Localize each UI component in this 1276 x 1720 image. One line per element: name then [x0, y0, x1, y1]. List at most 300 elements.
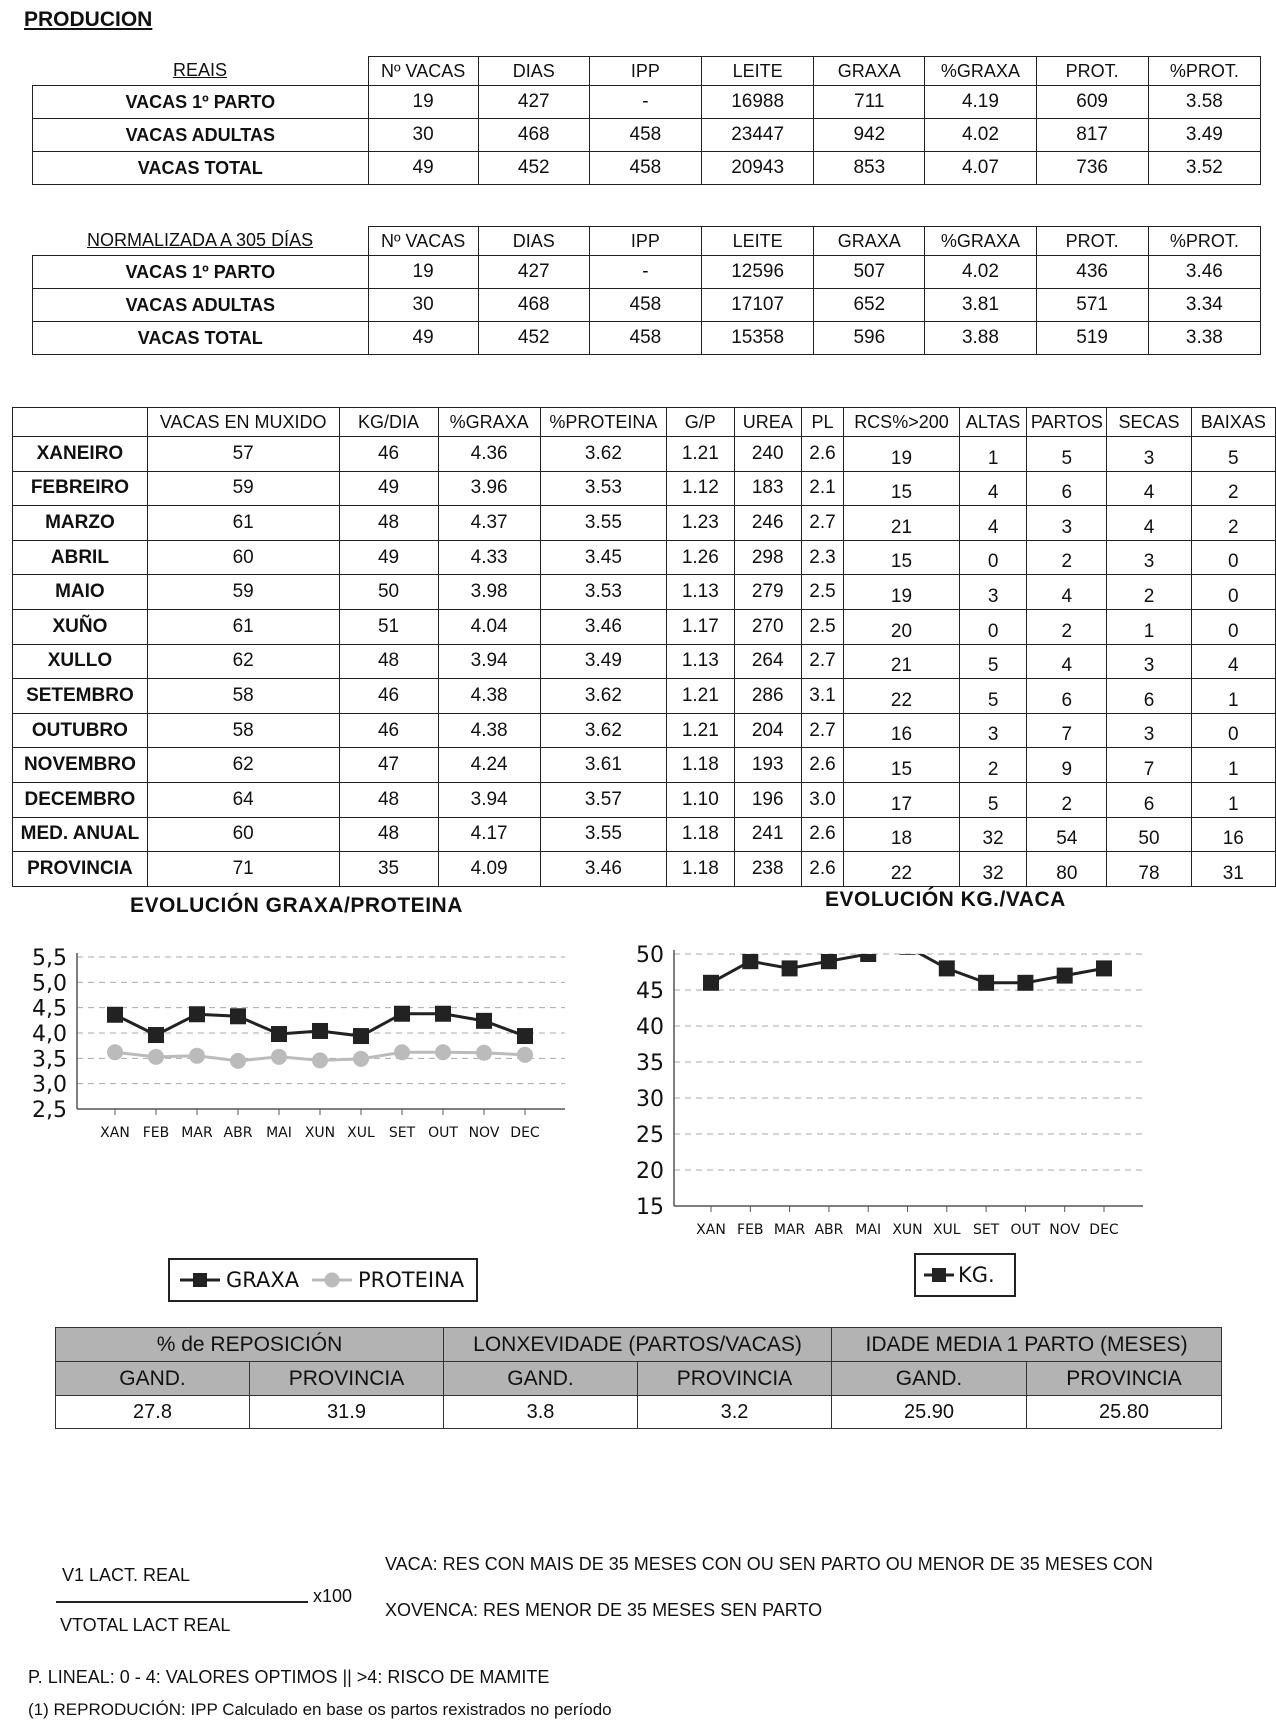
month-label: FEBREIRO	[13, 471, 148, 506]
data-point	[978, 975, 994, 991]
col-header: SECAS	[1107, 408, 1191, 437]
cell: 458	[589, 322, 701, 355]
cell: 204	[734, 713, 801, 748]
y-tick-label: 4,5	[32, 996, 67, 1022]
cell: 1.18	[667, 748, 734, 783]
row-label: VACAS ADULTAS	[33, 289, 369, 322]
cell: 50	[1107, 817, 1191, 852]
cell: 48	[339, 782, 438, 817]
cell: 21	[844, 506, 960, 541]
cell: 5	[1027, 437, 1107, 472]
cell: 51	[339, 609, 438, 644]
cell: 4.38	[438, 713, 540, 748]
month-label: ABRIL	[13, 540, 148, 575]
cell: 298	[734, 540, 801, 575]
data-point	[1057, 968, 1073, 984]
cell: 18	[844, 817, 960, 852]
cell: 1.10	[667, 782, 734, 817]
cell: 0	[1191, 575, 1275, 610]
cell: 1.21	[667, 679, 734, 714]
summary-value: 25.90	[832, 1396, 1027, 1429]
cell: 49	[339, 471, 438, 506]
table-row	[13, 713, 1276, 748]
col-header: PROT.	[1036, 227, 1148, 256]
cell: 4.33	[438, 540, 540, 575]
cell: 6	[1027, 679, 1107, 714]
cell: 3.46	[540, 852, 666, 887]
y-tick-label: 35	[636, 1051, 664, 1076]
cell: 46	[339, 437, 438, 472]
cell: 652	[814, 289, 925, 322]
graxa-proteina-chart	[0, 920, 640, 1240]
cell: 0	[959, 609, 1026, 644]
cell: 21	[844, 644, 960, 679]
cell: 1.17	[667, 609, 734, 644]
table-row	[33, 86, 1261, 119]
cell: 3.55	[540, 817, 666, 852]
summary-subheader: PROVINCIA	[1027, 1362, 1222, 1396]
cell: 2.7	[801, 644, 843, 679]
x-tick-label: DEC	[510, 1125, 540, 1141]
cell: 78	[1107, 852, 1191, 887]
cell: 2	[959, 748, 1026, 783]
cell: 519	[1036, 322, 1148, 355]
cell: -	[589, 86, 701, 119]
data-point	[394, 1044, 410, 1060]
cell: 4.37	[438, 506, 540, 541]
cell: 16	[844, 713, 960, 748]
x-tick-label: ABR	[814, 1222, 844, 1238]
data-point	[703, 975, 719, 991]
y-tick-label: 4,0	[32, 1022, 67, 1047]
page-title: PRODUCION	[24, 8, 153, 31]
table-row	[33, 119, 1261, 152]
cell: 2	[1027, 540, 1107, 575]
cell: 19	[368, 256, 478, 289]
summary-subheader: PROVINCIA	[250, 1362, 444, 1396]
row-label: VACAS ADULTAS	[33, 119, 369, 152]
cell: 2	[1191, 471, 1275, 506]
reais-title: REAIS	[33, 57, 369, 86]
y-tick-label: 25	[636, 1123, 664, 1148]
summary-table	[55, 1327, 1222, 1429]
cell: 1.12	[667, 471, 734, 506]
cell: 15	[844, 748, 960, 783]
cell: 3.98	[438, 575, 540, 610]
cell: 16988	[702, 86, 814, 119]
col-header: %GRAXA	[925, 57, 1036, 86]
cell: 15	[844, 540, 960, 575]
col-header: ALTAS	[959, 408, 1026, 437]
cell: 61	[147, 506, 339, 541]
cell: 19	[368, 86, 478, 119]
data-point	[230, 1008, 246, 1024]
formula-fraction-line	[56, 1601, 308, 1603]
cell: 1	[1191, 748, 1275, 783]
x-tick-label: SET	[972, 1222, 1000, 1238]
col-header: DIAS	[478, 227, 589, 256]
cell: 1	[1191, 782, 1275, 817]
cell: 61	[147, 609, 339, 644]
graxa-legend-marker	[180, 1269, 220, 1291]
cell: 2.5	[801, 609, 843, 644]
col-header: VACAS EN MUXIDO	[147, 408, 339, 437]
month-label: MED. ANUAL	[13, 817, 148, 852]
cell: 4	[1191, 644, 1275, 679]
cell: 3.46	[1148, 256, 1260, 289]
col-header: %PROT.	[1148, 227, 1260, 256]
cell: 19	[844, 575, 960, 610]
table-row	[13, 748, 1276, 783]
month-label: SETEMBRO	[13, 679, 148, 714]
data-point	[939, 960, 955, 976]
cell: 2.6	[801, 748, 843, 783]
col-header: LEITE	[702, 57, 814, 86]
data-point	[271, 1026, 287, 1042]
summary-value: 3.8	[444, 1396, 638, 1429]
cell: 20	[844, 609, 960, 644]
cell: 596	[814, 322, 925, 355]
cell: 31	[1191, 852, 1275, 887]
cell: 1.13	[667, 575, 734, 610]
x-tick-label: XUN	[892, 1222, 923, 1238]
summary-subheader: GAND.	[444, 1362, 638, 1396]
col-header: Nº VACAS	[368, 227, 478, 256]
cell: 32	[959, 817, 1026, 852]
x-tick-label: XUN	[304, 1125, 336, 1141]
data-point	[107, 1044, 123, 1060]
data-point	[107, 1007, 123, 1023]
summary-group-header: IDADE MEDIA 1 PARTO (MESES)	[832, 1328, 1222, 1362]
cell: 1.21	[667, 713, 734, 748]
cell: 3.57	[540, 782, 666, 817]
chart-graxa-title: EVOLUCIÓN GRAXA/PROTEINA	[130, 894, 463, 917]
data-point	[517, 1028, 533, 1044]
cell: 1	[1191, 679, 1275, 714]
y-tick-label: 2,5	[32, 1098, 67, 1123]
table-row	[13, 644, 1276, 679]
cell: 3.96	[438, 471, 540, 506]
cell: 1.21	[667, 437, 734, 472]
cell: 19	[844, 437, 960, 472]
cell: 62	[147, 644, 339, 679]
cell: 7	[1027, 713, 1107, 748]
cell: 264	[734, 644, 801, 679]
cell: 2	[1107, 575, 1191, 610]
cell: 452	[478, 322, 589, 355]
cell: 3.46	[540, 609, 666, 644]
table-row	[13, 679, 1276, 714]
cell: 3	[1107, 644, 1191, 679]
y-tick-label: 3,0	[32, 1072, 67, 1098]
lineal-note: P. LINEAL: 0 - 4: VALORES OPTIMOS || >4: RISCO DE MAMITE	[28, 1667, 550, 1687]
cell: 1.23	[667, 506, 734, 541]
cell: 80	[1027, 852, 1107, 887]
cell: 279	[734, 575, 801, 610]
cell: 16	[1191, 817, 1275, 852]
cell: 3.81	[925, 289, 1036, 322]
cell: 17107	[702, 289, 814, 322]
chart-kg-title: EVOLUCIÓN KG./VACA	[825, 888, 1066, 911]
reais-table	[32, 56, 1261, 185]
x-tick-label: XAN	[100, 1125, 130, 1141]
summary-subheader: GAND.	[56, 1362, 250, 1396]
month-label: PROVINCIA	[13, 852, 148, 887]
cell: 32	[959, 852, 1026, 887]
proteina-legend-marker	[312, 1269, 352, 1291]
cell: 58	[147, 679, 339, 714]
cell: 4	[1027, 575, 1107, 610]
cell: 1.18	[667, 817, 734, 852]
cell: 71	[147, 852, 339, 887]
cell: 1.26	[667, 540, 734, 575]
cell: 30	[368, 289, 478, 322]
normalizada-title: NORMALIZADA A 305 DÍAS	[33, 227, 369, 256]
month-label: NOVEMBRO	[13, 748, 148, 783]
data-point	[1096, 960, 1112, 976]
data-point	[821, 953, 837, 969]
cell: 853	[814, 152, 925, 185]
data-point	[271, 1049, 287, 1065]
data-point	[312, 1052, 328, 1068]
monthly-table	[12, 407, 1276, 887]
cell: 4	[1107, 506, 1191, 541]
x-tick-label: FEB	[142, 1125, 170, 1141]
cell: 3	[1027, 506, 1107, 541]
cell: 58	[147, 713, 339, 748]
y-tick-label: 45	[636, 979, 664, 1004]
col-header: BAIXAS	[1191, 408, 1275, 437]
cell: 30	[368, 119, 478, 152]
cell: 3.55	[540, 506, 666, 541]
plot-area	[107, 1006, 533, 1069]
cell: 3.49	[540, 644, 666, 679]
cell: -	[589, 256, 701, 289]
data-point	[860, 946, 876, 962]
cell: 59	[147, 575, 339, 610]
cell: 15358	[702, 322, 814, 355]
col-header: KG/DIA	[339, 408, 438, 437]
x-tick-label: NOV	[468, 1125, 500, 1141]
cell: 3.62	[540, 437, 666, 472]
col-header: RCS%>200	[844, 408, 960, 437]
normalizada-table	[32, 226, 1261, 355]
cell: 4.24	[438, 748, 540, 783]
cell: 2.7	[801, 713, 843, 748]
month-label: OUTUBRO	[13, 713, 148, 748]
col-header: Nº VACAS	[368, 57, 478, 86]
cell: 17	[844, 782, 960, 817]
cell: 458	[589, 119, 701, 152]
x-tick-label: DEC	[1089, 1222, 1119, 1238]
cell: 60	[147, 540, 339, 575]
cell: 3.58	[1148, 86, 1260, 119]
cell: 3.88	[925, 322, 1036, 355]
cell: 3.34	[1148, 289, 1260, 322]
col-header: %PROT.	[1148, 57, 1260, 86]
table-row	[13, 852, 1276, 887]
data-point	[476, 1013, 492, 1029]
cell: 427	[478, 86, 589, 119]
corner-cell	[13, 408, 148, 437]
table-row	[13, 575, 1276, 610]
cell: 3.94	[438, 782, 540, 817]
cell: 507	[814, 256, 925, 289]
cell: 3.61	[540, 748, 666, 783]
x-tick-label: XUL	[347, 1125, 375, 1141]
cell: 3.94	[438, 644, 540, 679]
cell: 0	[1191, 540, 1275, 575]
x-tick-label: OUT	[428, 1125, 458, 1141]
legend-label-graxa: GRAXA	[226, 1268, 300, 1292]
cell: 4.38	[438, 679, 540, 714]
cell: 57	[147, 437, 339, 472]
summary-subheader: PROVINCIA	[638, 1362, 832, 1396]
cell: 2.3	[801, 540, 843, 575]
data-point	[189, 1048, 205, 1064]
cell: 35	[339, 852, 438, 887]
data-point	[189, 1006, 205, 1022]
cell: 817	[1036, 119, 1148, 152]
cell: 46	[339, 713, 438, 748]
col-header: %GRAXA	[925, 227, 1036, 256]
cell: 3	[1107, 540, 1191, 575]
cell: 46	[339, 679, 438, 714]
month-label: MARZO	[13, 506, 148, 541]
cell: 4.17	[438, 817, 540, 852]
cell: 5	[1191, 437, 1275, 472]
table-row	[13, 782, 1276, 817]
col-header: PL	[801, 408, 843, 437]
cell: 6	[1107, 782, 1191, 817]
row-label: VACAS TOTAL	[33, 152, 369, 185]
cell: 1	[1107, 609, 1191, 644]
cell: 286	[734, 679, 801, 714]
summary-value: 3.2	[638, 1396, 832, 1429]
col-header: IPP	[589, 227, 701, 256]
table-row	[33, 256, 1261, 289]
month-label: XULLO	[13, 644, 148, 679]
cell: 3.62	[540, 679, 666, 714]
cell: 3.49	[1148, 119, 1260, 152]
cell: 59	[147, 471, 339, 506]
table-row	[13, 817, 1276, 852]
cell: 50	[339, 575, 438, 610]
cell: 458	[589, 152, 701, 185]
legend-label-kg: KG.	[958, 1263, 995, 1287]
cell: 60	[147, 817, 339, 852]
cell: 3.52	[1148, 152, 1260, 185]
x-tick-label: XAN	[696, 1222, 726, 1238]
x-tick-label: MAR	[773, 1222, 806, 1238]
data-point	[900, 939, 916, 955]
cell: 468	[478, 119, 589, 152]
cell: 1.13	[667, 644, 734, 679]
cell: 1	[959, 437, 1026, 472]
cell: 4.04	[438, 609, 540, 644]
cell: 3	[959, 713, 1026, 748]
cell: 196	[734, 782, 801, 817]
data-point	[1017, 975, 1033, 991]
y-tick-label: 30	[636, 1087, 664, 1112]
data-point	[742, 953, 758, 969]
xovenca-definition: XOVENCA: RES MENOR DE 35 MESES SEN PARTO	[385, 1600, 823, 1620]
cell: 711	[814, 86, 925, 119]
col-header: DIAS	[478, 57, 589, 86]
cell: 0	[1191, 713, 1275, 748]
cell: 4	[1027, 644, 1107, 679]
cell: 427	[478, 256, 589, 289]
y-tick-label: 3,5	[32, 1047, 67, 1073]
cell: 3	[1107, 437, 1191, 472]
cell: 4.02	[925, 119, 1036, 152]
col-header: IPP	[589, 57, 701, 86]
month-label: XANEIRO	[13, 437, 148, 472]
row-label: VACAS 1º PARTO	[33, 256, 369, 289]
col-header: PROT.	[1036, 57, 1148, 86]
cell: 4.19	[925, 86, 1036, 119]
cell: 458	[589, 289, 701, 322]
cell: 48	[339, 817, 438, 852]
formula-multiplier: x100	[313, 1586, 353, 1606]
table-row	[33, 322, 1261, 355]
cell: 4	[959, 471, 1026, 506]
data-point	[394, 1006, 410, 1022]
x-tick-label: XUL	[932, 1222, 961, 1238]
x-tick-label: OUT	[1010, 1222, 1041, 1238]
cell: 6	[1107, 679, 1191, 714]
data-point	[435, 1006, 451, 1022]
cell: 0	[959, 540, 1026, 575]
summary-value: 27.8	[56, 1396, 250, 1429]
cell: 240	[734, 437, 801, 472]
cell: 241	[734, 817, 801, 852]
data-point	[353, 1028, 369, 1044]
cell: 4.09	[438, 852, 540, 887]
col-header: LEITE	[702, 227, 814, 256]
cell: 183	[734, 471, 801, 506]
summary-value: 31.9	[250, 1396, 444, 1429]
data-point	[148, 1049, 164, 1065]
cell: 64	[147, 782, 339, 817]
cell: 15	[844, 471, 960, 506]
cell: 23447	[702, 119, 814, 152]
cell: 270	[734, 609, 801, 644]
cell: 48	[339, 644, 438, 679]
chart-graxa-legend	[168, 1258, 478, 1302]
cell: 942	[814, 119, 925, 152]
formula-numerator: V1 LACT. REAL	[62, 1565, 191, 1585]
row-label: VACAS 1º PARTO	[33, 86, 369, 119]
cell: 2.6	[801, 437, 843, 472]
data-point	[312, 1023, 328, 1039]
month-label: XUÑO	[13, 609, 148, 644]
cell: 3.53	[540, 575, 666, 610]
cell: 7	[1107, 748, 1191, 783]
chart-kg-legend	[914, 1253, 1016, 1297]
data-point	[148, 1027, 164, 1043]
series-line-kg	[711, 947, 1104, 983]
cell: 5	[959, 679, 1026, 714]
y-tick-label: 5,5	[32, 946, 67, 971]
cell: 2.5	[801, 575, 843, 610]
cell: 2	[1027, 609, 1107, 644]
table-row	[33, 289, 1261, 322]
table-row	[13, 540, 1276, 575]
cell: 452	[478, 152, 589, 185]
cell: 571	[1036, 289, 1148, 322]
cell: 736	[1036, 152, 1148, 185]
